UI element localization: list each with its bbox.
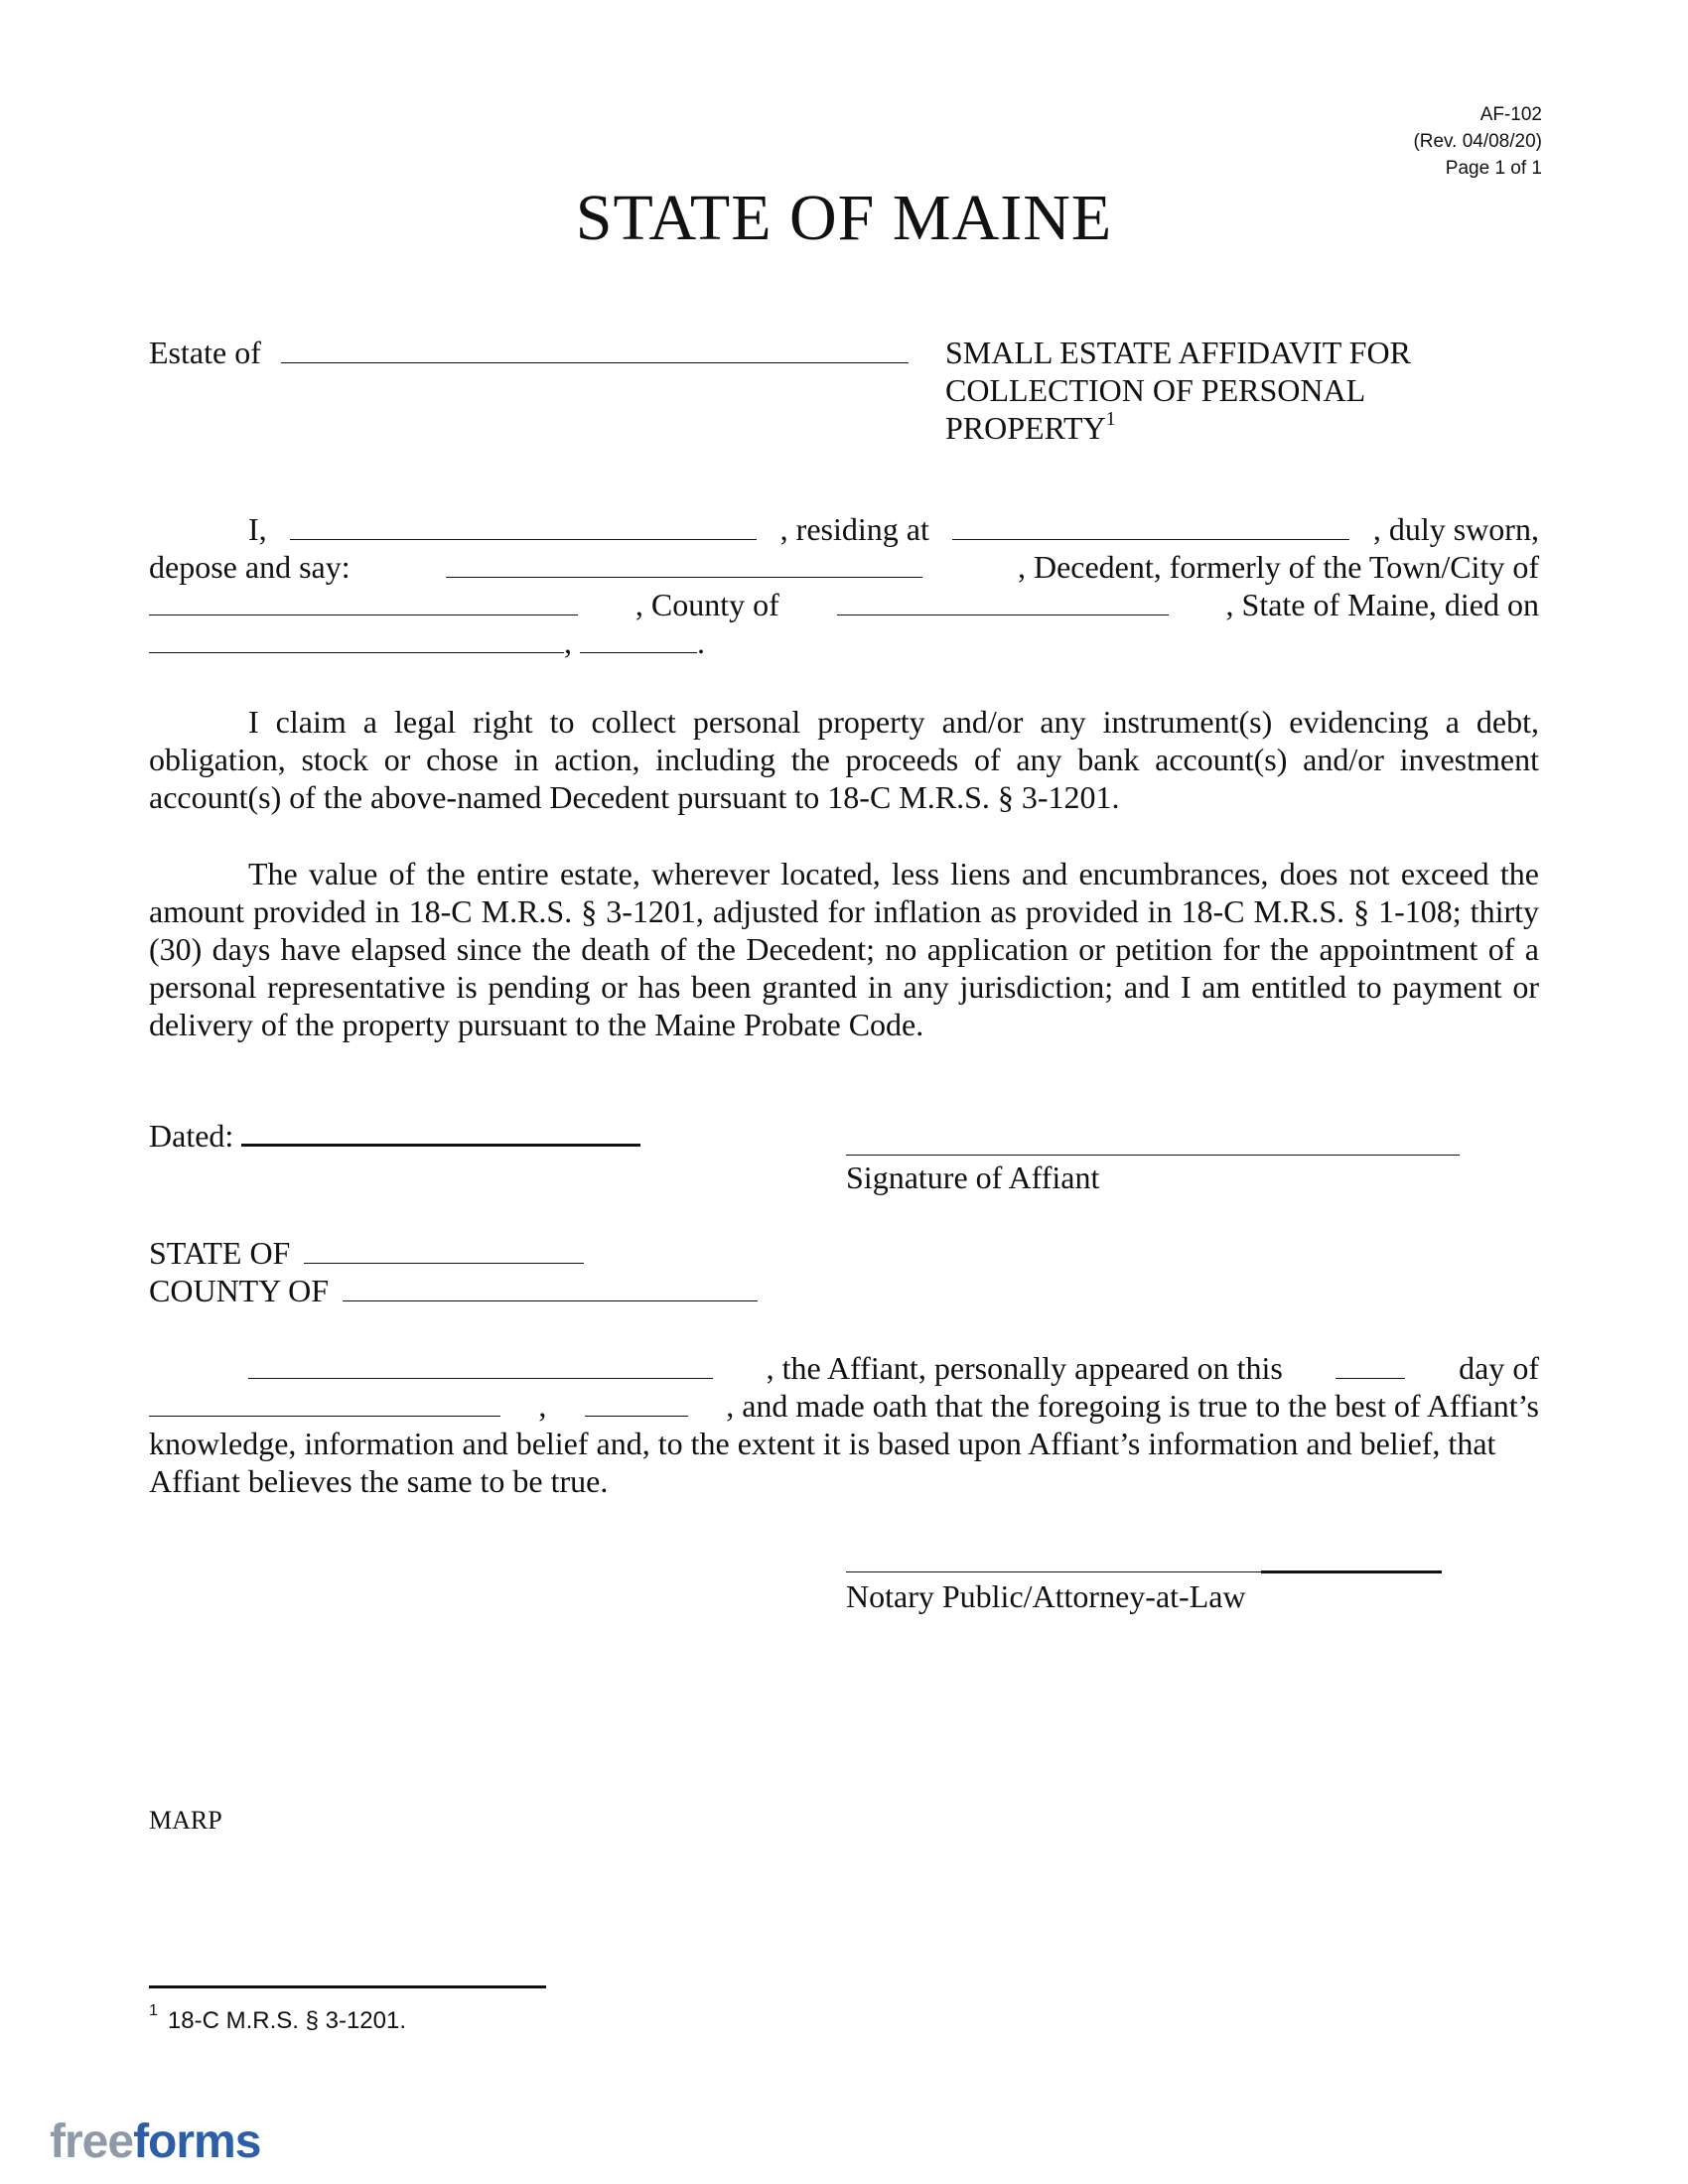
affidavit-heading-line: PROPERTY [945, 410, 1106, 446]
estate-label: Estate of [149, 335, 261, 370]
form-codes [1413, 101, 1542, 182]
comma: , [564, 624, 572, 660]
county-of-row [149, 1272, 758, 1309]
affiant-statement [149, 510, 1539, 661]
form-revision: (Rev. 04/08/20) [1413, 131, 1542, 152]
dated-label: Dated: [149, 1118, 234, 1154]
affidavit-heading-line: SMALL ESTATE AFFIDAVIT FOR [945, 335, 1411, 370]
signature-line[interactable] [846, 1155, 1460, 1156]
residence-field[interactable] [952, 538, 1349, 540]
comma: , [538, 1388, 547, 1424]
footnote-rule [149, 1985, 546, 1988]
estate-row [149, 334, 909, 371]
death-date-field[interactable] [149, 651, 564, 653]
notary-signature-line-tail [1261, 1570, 1442, 1573]
freeforms-logo [50, 2115, 260, 2170]
logo-part-free: free [50, 2116, 134, 2168]
logo-part-forms: forms [133, 2116, 261, 2168]
state-of-row [149, 1234, 584, 1272]
footnote-text: 18-C M.R.S. § 3-1201. [167, 2007, 407, 2034]
signature-label: Signature of Affiant [846, 1160, 1100, 1195]
day-field[interactable] [1336, 1377, 1405, 1379]
state-of-label: STATE OF [149, 1235, 291, 1271]
affiant-name-field[interactable] [290, 538, 757, 540]
notary-text-line: knowledge, information and belief and, to the extent it is based upon Affiant’s information and belief, that [149, 1426, 1496, 1461]
residing-label: , residing at [779, 511, 929, 547]
dated-row [149, 1117, 640, 1155]
value-text: The value of the entire estate, wherever located, less liens and encumbrances, does not exceed the amount provided in 18-C M.R.S. § 3-1201, adjusted for inflation as provided in 18-C M.R.S. § 1-108; thirty (30) days have elapsed since the death of the Decedent; no application or petition for the appointment of a personal representative is pending or has been granted in any jurisdiction; and I am entitled to payment or delivery of the property pursuant to the Maine Probate Code. [149, 856, 1539, 1042]
death-year-field[interactable] [580, 651, 697, 653]
estate-name-field[interactable] [281, 361, 909, 363]
value-paragraph [149, 855, 1539, 1043]
form-number: AF-102 [1479, 104, 1542, 125]
oath-label: , and made oath that the foregoing is true to the best of Affiant’s [726, 1388, 1539, 1424]
town-city-field[interactable] [149, 614, 578, 615]
state-died-label: , State of Maine, died on [1225, 587, 1539, 622]
appearing-affiant-field[interactable] [248, 1377, 713, 1379]
page-title: STATE OF MAINE [575, 182, 1113, 254]
period: . [697, 624, 705, 660]
affidavit-heading-line: COLLECTION OF PERSONAL [945, 372, 1366, 408]
state-of-field[interactable] [304, 1262, 584, 1264]
notary-text-line: Affiant believes the same to be true. [149, 1463, 609, 1499]
footnote [149, 2002, 407, 2036]
decedent-label: , Decedent, formerly of the Town/City of [1017, 549, 1539, 585]
month-field[interactable] [149, 1415, 500, 1417]
claim-text: I claim a legal right to collect personal property and/or any instrument(s) evidencing a debt, obligation, stock or chose in action, including the proceeds of any bank account(s) and/or investment account(s) of the above-named Decedent pursuant to 18-C M.R.S. § 3-1201. [149, 704, 1539, 815]
decedent-name-field[interactable] [446, 576, 922, 578]
page-indicator: Page 1 of 1 [1445, 158, 1542, 179]
depose-label: depose and say: [149, 549, 351, 585]
year-field[interactable] [585, 1415, 688, 1417]
marp-code: MARP [149, 1806, 222, 1835]
claim-paragraph [149, 703, 1539, 816]
affiant-i: I, [248, 511, 267, 547]
notary-statement [149, 1349, 1539, 1500]
duly-sworn-label: , duly sworn, [1372, 511, 1539, 547]
county-of-field[interactable] [343, 1299, 758, 1301]
footnote-ref: 1 [1105, 408, 1116, 431]
county-field[interactable] [837, 614, 1169, 615]
county-label: , County of [634, 587, 779, 622]
county-of-label: COUNTY OF [149, 1273, 330, 1308]
notary-label: Notary Public/Attorney-at-Law [846, 1578, 1246, 1614]
affidavit-heading [945, 334, 1501, 447]
day-of-label: day of [1459, 1350, 1539, 1386]
footnote-number: 1 [149, 2002, 158, 2019]
dated-field[interactable] [241, 1144, 640, 1147]
appeared-label: , the Affiant, personally appeared on this [766, 1350, 1283, 1386]
